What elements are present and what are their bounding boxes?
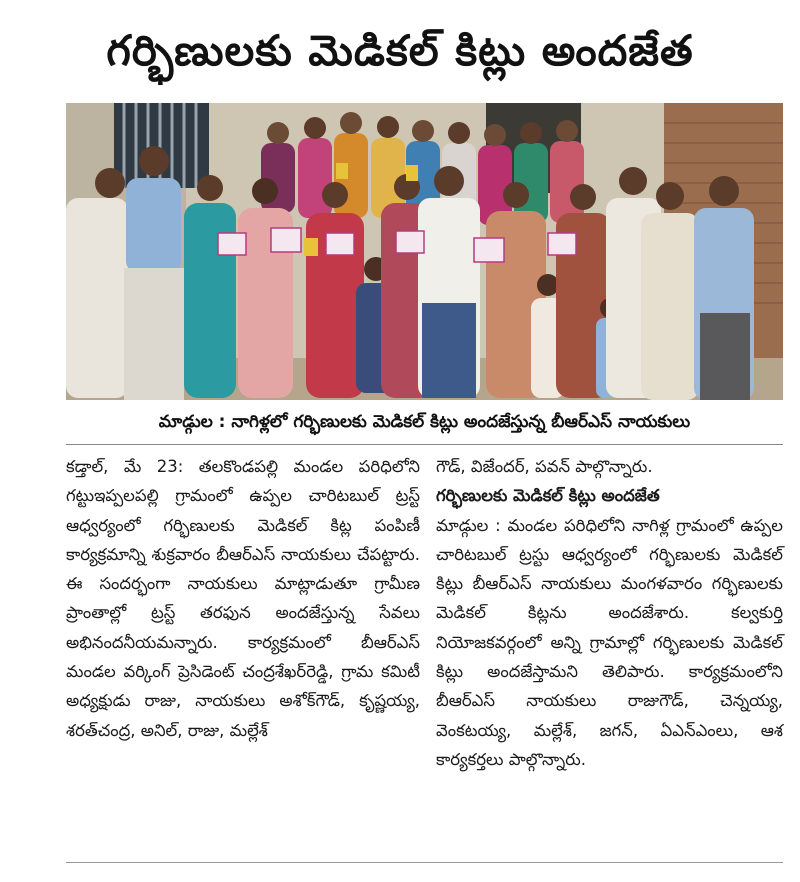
headline: గర్భిణులకు మెడికల్ కిట్లు అందజేత <box>106 26 694 75</box>
subheadline: గర్భిణులకు మెడికల్ కిట్లు అందజేత <box>436 486 660 506</box>
divider <box>66 444 783 445</box>
group-photo-illustration <box>66 103 783 400</box>
bottom-divider <box>66 862 783 863</box>
news-photo <box>66 103 783 400</box>
photo-caption: మాడ్గుల : నాగిళ్లలో గర్భిణులకు మెడికల్ కిట్లు అందజేస్తున్న బీఆర్ఎస్ నాయకులు <box>158 412 691 432</box>
right-column-text-top: గౌడ్, విజేందర్, పవన్ పాల్గొన్నారు. <box>436 457 653 476</box>
right-column <box>436 452 783 774</box>
right-column-text-bottom: మాడ్గుల : మండల పరిధిలోని నాగిళ్ల గ్రామంలో ఉప్పల చారిటబుల్ ట్రస్టు ఆధ్వర్యంలో గర్భిణులకు మెడికల్ కిట్లు బీఆర్ఎస్ నాయకులు మంగళవారం గర్భిణులకు మెడికల్ కిట్లను అందజేశారు. కల్వకుర్తి నియోజకవర్గంలో అన్ని గ్రామాల్లో గర్భిణులకు మెడికల్ కిట్లు అందజేస్తామని తెలిపారు. కార్యక్రమంలోని బీఆర్ఎస్ నాయకులు రాజుగౌడ్, చెన్నయ్య, వెంకటయ్య, మల్లేశ్, జగన్, ఏఎన్ఎంలు, ఆశ కార్యకర్తలు పాల్గొన్నారు. <box>436 515 783 769</box>
left-column <box>66 452 420 745</box>
left-column-text: కడ్తాల్, మే 23: తలకొండపల్లి మండల పరిధిలోని గట్టుఇప్పలపల్లి గ్రామంలో ఉప్పల చారిటబుల్ ట్రస్ట్ ఆధ్వర్యంలో గర్భిణులకు మెడికల్ కిట్ల పంపిణీ కార్యక్రమాన్ని శుక్రవారం బీఆర్ఎస్ నాయకులు చేపట్టారు. ఈ సందర్భంగా నాయకులు మాట్లాడుతూ గ్రామీణ ప్రాంతాల్లో ట్రస్ట్ తరఫున అందజేస్తున్న సేవలు అభినందనీయమన్నారు. కార్యక్రమంలో బీఆర్ఎస్ మండల వర్కింగ్ ప్రెసిడెంట్ చంద్రశేఖర్‌రెడ్డి, గ్రామ కమిటీ అధ్యక్షుడు రాజు, నాయకులు అశోక్‌గౌడ్, కృష్ణయ్య, శరత్‌చంద్ర, అనిల్, రాజు, మల్లేశ్ <box>66 457 420 740</box>
